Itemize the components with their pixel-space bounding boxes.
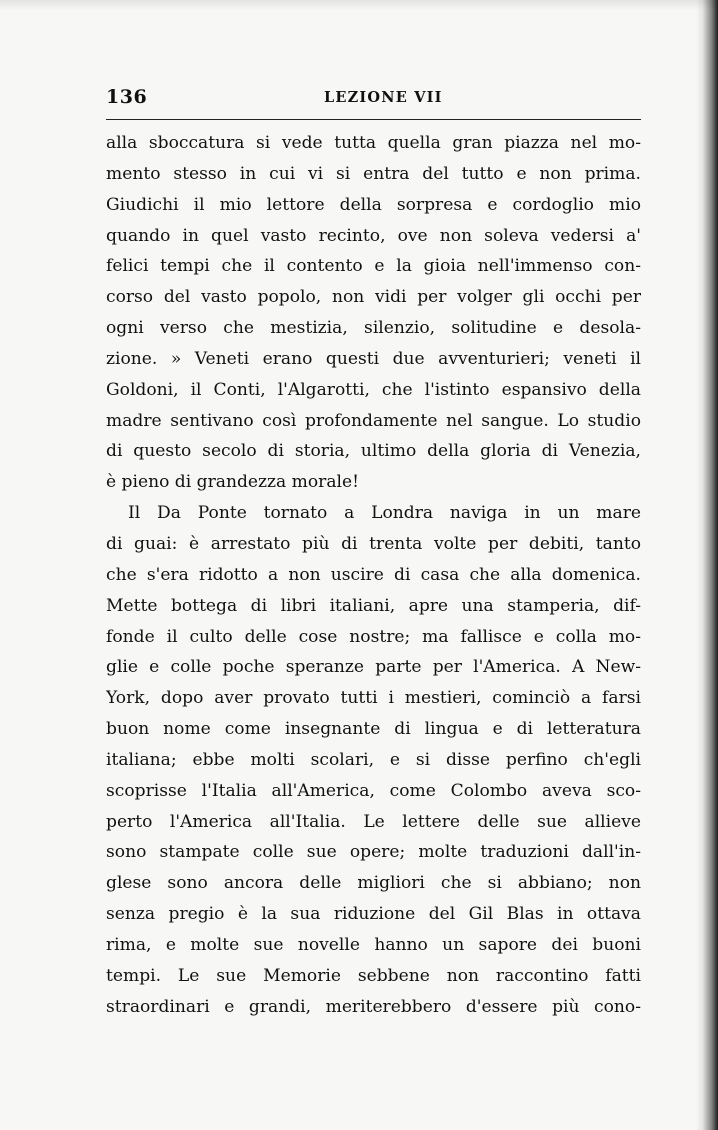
text-line: fonde il culto delle cose nostre; ma fallisce e colla mo- xyxy=(106,626,641,647)
page-top-shadow xyxy=(0,0,718,10)
text-line: Goldoni, il Conti, l'Algarotti, che l'istinto espansivo della xyxy=(106,379,641,400)
text-line: rima, e molte sue novelle hanno un sapore dei buoni xyxy=(106,934,641,955)
running-head: LEZIONE VII xyxy=(324,89,443,106)
text-line: Mette bottega di libri italiani, apre una stamperia, dif- xyxy=(106,595,641,616)
paragraph-first-line: Il Da Ponte tornato a Londra naviga in un mare xyxy=(128,503,641,524)
text-line: straordinari e grandi, meriterebbero d'essere più cono- xyxy=(106,996,641,1017)
text-line: italiana; ebbe molti scolari, e si disse perfino ch'egli xyxy=(106,749,641,770)
text-line: glie e colle poche speranze parte per l'America. A New- xyxy=(106,657,641,678)
text-line: di questo secolo di storia, ultimo della gloria di Venezia, xyxy=(106,441,641,462)
text-line: perto l'America all'Italia. Le lettere delle sue allieve xyxy=(106,811,641,832)
text-line: mento stesso in cui vi si entra del tutto e non prima. xyxy=(106,163,641,184)
text-line: che s'era ridotto a non uscire di casa che alla domenica. xyxy=(106,564,641,585)
text-line: Giudichi il mio lettore della sorpresa e cordoglio mio xyxy=(106,194,641,215)
header-rule xyxy=(106,119,641,120)
text-line: sono stampate colle sue opere; molte traduzioni dall'in- xyxy=(106,842,641,863)
page-number: 136 xyxy=(106,86,148,108)
text-line: senza pregio è la sua riduzione del Gil Blas in ottava xyxy=(106,904,641,925)
text-line: di guai: è arrestato più di trenta volte per debiti, tanto xyxy=(106,533,641,554)
text-line: scoprisse l'Italia all'America, come Colombo aveva sco- xyxy=(106,780,641,801)
text-line: buon nome come insegnante di lingua e di letteratura xyxy=(106,719,641,740)
text-line: felici tempi che il contento e la gioia nell'immenso con- xyxy=(106,256,641,277)
text-line: York, dopo aver provato tutti i mestieri, cominciò a farsi xyxy=(106,688,641,709)
text-line: glese sono ancora delle migliori che si abbiano; non xyxy=(106,873,641,894)
text-line: tempi. Le sue Memorie sebbene non raccontino fatti xyxy=(106,965,641,986)
text-line: corso del vasto popolo, non vidi per volger gli occhi per xyxy=(106,287,641,308)
paragraph-end-line: è pieno di grandezza morale! xyxy=(106,472,359,493)
text-line: alla sboccatura si vede tutta quella gran piazza nel mo- xyxy=(106,133,641,153)
book-spine-shadow xyxy=(696,0,718,1130)
text-line: ogni verso che mestizia, silenzio, solitudine e desola- xyxy=(106,318,641,339)
text-line: quando in quel vasto recinto, ove non soleva vedersi a' xyxy=(106,225,641,246)
text-line: zione. » Veneti erano questi due avventurieri; veneti il xyxy=(106,348,641,369)
page-header xyxy=(106,86,641,112)
text-line: madre sentivano così profondamente nel sangue. Lo studio xyxy=(106,410,641,431)
body-text xyxy=(106,128,641,1022)
